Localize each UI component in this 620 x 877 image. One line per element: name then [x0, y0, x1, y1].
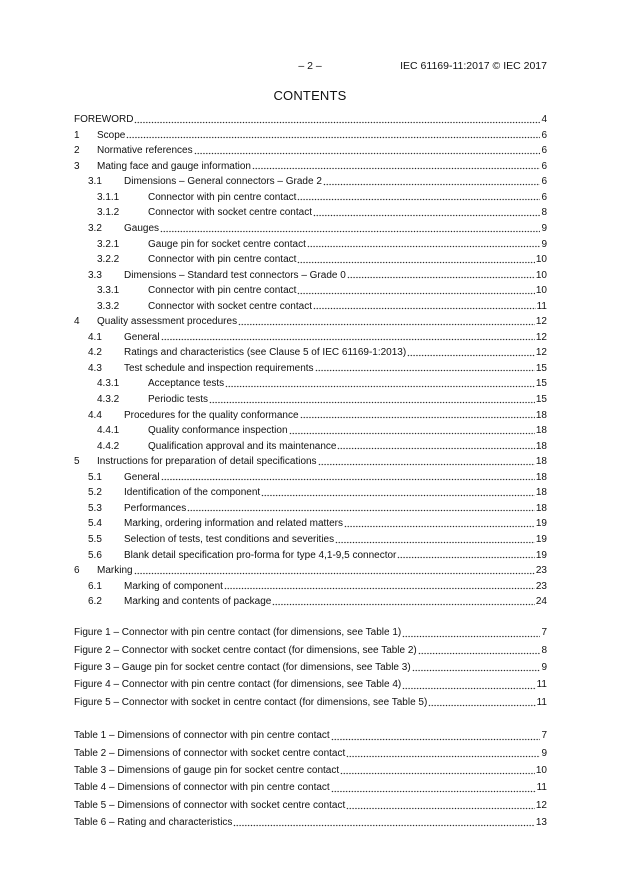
toc-entry-title: General [124, 331, 160, 343]
table-list-entry[interactable] [74, 745, 547, 762]
list-of-tables [74, 727, 547, 831]
table-list-entry-page: 9 [541, 747, 547, 759]
toc-entry[interactable] [74, 205, 547, 221]
toc-entry-page: 6 [541, 160, 547, 172]
dot-leader [428, 694, 535, 711]
toc-entry[interactable] [74, 408, 547, 424]
dot-leader [238, 314, 535, 330]
toc-entry-number: 5.6 [88, 549, 102, 561]
toc-entry-number: 4.4.1 [97, 425, 120, 437]
toc-entry-number: 4.3 [88, 362, 102, 374]
toc-entry[interactable] [74, 454, 547, 470]
dot-leader [412, 659, 541, 676]
dot-leader [346, 745, 540, 762]
toc-entry-title: Qualification approval and its maintenance [148, 440, 337, 452]
toc-entry-page: 18 [535, 456, 547, 468]
figure-list-entry-page: 7 [541, 627, 547, 639]
toc-entry-title: Scope [97, 129, 126, 141]
toc-entry-number: 4.2 [88, 347, 102, 359]
dot-leader [331, 779, 536, 796]
toc-entry-number: 3.3.2 [97, 300, 120, 312]
toc-entry-page: 18 [535, 409, 547, 421]
toc-entry-number: 4.4.2 [97, 440, 120, 452]
table-list-entry-title: Table 5 – Dimensions of connector with socket centre contact [74, 799, 346, 811]
dot-leader [300, 408, 535, 424]
toc-entry-title: Mating face and gauge information [97, 160, 251, 172]
toc-entry-page: 18 [535, 502, 547, 514]
table-list-entry-title: Table 4 – Dimensions of connector with pin centre contact [74, 782, 330, 794]
toc-entry[interactable] [74, 392, 547, 408]
toc-entry-page: 23 [535, 565, 547, 577]
toc-entry-title: Test schedule and inspection requirements [124, 362, 314, 374]
toc-entry-number: 5.3 [88, 502, 102, 514]
toc-entry[interactable] [74, 174, 547, 190]
toc-entry-page: 8 [541, 207, 547, 219]
table-list-entry-title: Table 6 – Rating and characteristics [74, 817, 233, 829]
toc-entry[interactable] [74, 112, 547, 128]
toc-entry[interactable] [74, 532, 547, 548]
dot-leader [297, 252, 534, 268]
toc-entry-title: General [124, 471, 160, 483]
toc-entry-number: 3.1 [88, 176, 102, 188]
toc-entry[interactable] [74, 330, 547, 346]
toc-entry-title: Quality assessment procedures [97, 316, 238, 328]
toc-entry-number: 5 [74, 456, 80, 468]
toc-entry-page: 6 [541, 191, 547, 203]
dot-leader [315, 361, 535, 377]
table-list-entry[interactable] [74, 727, 547, 744]
page-number: – 2 – [298, 60, 322, 72]
toc-entry-number: 5.4 [88, 518, 102, 530]
toc-entry-page: 19 [535, 533, 547, 545]
figure-list-entry-title: Figure 2 – Connector with socket centre contact (for dimensions, see Table 2) [74, 644, 417, 656]
table-list-entry[interactable] [74, 797, 547, 814]
toc-entry-title: Instructions for preparation of detail specifications [97, 456, 317, 468]
toc-entry[interactable] [74, 252, 547, 268]
toc-entry-title: Normative references [97, 145, 193, 157]
toc-entry-page: 12 [535, 347, 547, 359]
table-list-entry-page: 10 [535, 764, 547, 776]
toc-entry-number: 3.1.1 [97, 191, 120, 203]
toc-entry-title: Selection of tests, test conditions and severities [124, 533, 335, 545]
toc-entry-page: 15 [535, 362, 547, 374]
figure-list-entry-page: 8 [541, 644, 547, 656]
dot-leader [313, 299, 536, 315]
toc-entry-title: Acceptance tests [148, 378, 225, 390]
toc-entry-number: 3.2.2 [97, 254, 120, 266]
dot-leader [397, 548, 535, 564]
figure-list-entry[interactable] [74, 676, 547, 693]
toc-entry-number: 5.1 [88, 471, 102, 483]
figure-list-entry-title: Figure 1 – Connector with pin centre contact (for dimensions, see Table 1) [74, 627, 402, 639]
dot-leader [272, 594, 535, 610]
dot-leader [194, 143, 541, 159]
dot-leader [134, 563, 535, 579]
toc-entry-number: 4.3.1 [97, 378, 120, 390]
toc-entry-number: 5.2 [88, 487, 102, 499]
dot-leader [160, 221, 540, 237]
dot-leader [161, 330, 535, 346]
toc-entry[interactable] [74, 143, 547, 159]
toc-entry-title: Periodic tests [148, 394, 209, 406]
dot-leader [233, 814, 534, 831]
dot-leader [337, 439, 534, 455]
dot-leader [261, 485, 535, 501]
toc-entry-title: Connector with socket centre contact [148, 300, 312, 312]
table-list-entry-page: 7 [541, 730, 547, 742]
table-list-entry-title: Table 2 – Dimensions of connector with socket centre contact [74, 747, 346, 759]
toc-entry-title: Procedures for the quality conformance [124, 409, 299, 421]
toc-entry[interactable] [74, 268, 547, 284]
toc-entry-number: 4.4 [88, 409, 102, 421]
figure-list-entry-page: 11 [536, 679, 547, 691]
toc-entry-number: 3.2 [88, 223, 102, 235]
table-list-entry-title: Table 3 – Dimensions of gauge pin for socket centre contact [74, 764, 340, 776]
toc-entry-title: Blank detail specification pro-forma for type 4,1-9,5 connector [124, 549, 397, 561]
toc-entry[interactable] [74, 159, 547, 175]
toc-entry-page: 9 [541, 238, 547, 250]
toc-entry-page: 10 [535, 254, 547, 266]
toc-entry-title: Marking [97, 565, 133, 577]
toc-entry[interactable] [74, 579, 547, 595]
toc-entry-page: 23 [535, 580, 547, 592]
toc-entry-title: Marking of component [124, 580, 223, 592]
figure-list-entry-page: 9 [541, 662, 547, 674]
toc-entry-title: Connector with pin centre contact [148, 254, 297, 266]
toc-entry[interactable] [74, 485, 547, 501]
toc-entry-page: 19 [535, 518, 547, 530]
dot-leader [318, 454, 535, 470]
toc-entry-number: 6 [74, 565, 80, 577]
figure-list-entry[interactable] [74, 694, 547, 711]
toc-entry[interactable] [74, 190, 547, 206]
toc-entry-page: 11 [536, 300, 547, 312]
toc-entry[interactable] [74, 237, 547, 253]
toc-entry[interactable] [74, 470, 547, 486]
dot-leader [347, 268, 535, 284]
toc-entry-title: Connector with socket centre contact [148, 207, 312, 219]
figure-list-entry[interactable] [74, 642, 547, 659]
toc-entry-page: 6 [541, 176, 547, 188]
toc-entry-number: 6.1 [88, 580, 102, 592]
toc-entry[interactable] [74, 361, 547, 377]
toc-entry[interactable] [74, 128, 547, 144]
toc-entry[interactable] [74, 299, 547, 315]
figure-list-entry-title: Figure 3 – Gauge pin for socket centre contact (for dimensions, see Table 3) [74, 662, 411, 674]
figure-list-entry[interactable] [74, 624, 547, 641]
toc-entry-page: 19 [535, 549, 547, 561]
table-list-entry-page: 12 [535, 799, 547, 811]
toc-entry-title: Connector with pin centre contact [148, 191, 297, 203]
document-reference: IEC 61169-11:2017 © IEC 2017 [400, 60, 547, 72]
dot-leader [340, 762, 535, 779]
toc-entry-title: Marking and contents of package [124, 596, 272, 608]
toc-entry-title: Identification of the component [124, 487, 261, 499]
dot-leader [252, 159, 540, 175]
toc-entry-page: 12 [535, 316, 547, 328]
toc-entry-title: Connector with pin centre contact [148, 285, 297, 297]
table-list-entry[interactable] [74, 762, 547, 779]
toc-entry[interactable] [74, 548, 547, 564]
list-of-figures [74, 624, 547, 711]
toc-entry[interactable] [74, 314, 547, 330]
dot-leader [126, 128, 540, 144]
dot-leader [209, 392, 535, 408]
toc-entry[interactable] [74, 439, 547, 455]
figure-list-entry-title: Figure 4 – Connector with pin centre contact (for dimensions, see Table 4) [74, 679, 402, 691]
toc-entry-title: Gauge pin for socket centre contact [148, 238, 306, 250]
toc-entry-title: Dimensions – Standard test connectors – Grade 0 [124, 269, 346, 281]
toc-entry-number: 2 [74, 145, 80, 157]
toc-entry-number: 4.3.2 [97, 394, 120, 406]
toc-entry-number: 3 [74, 160, 80, 172]
dot-leader [344, 516, 535, 532]
toc-entry-page: 18 [535, 440, 547, 452]
toc-entry[interactable] [74, 516, 547, 532]
table-list-entry-page: 11 [536, 782, 547, 794]
table-list-entry-page: 13 [535, 817, 547, 829]
toc-entry-number: 5.5 [88, 533, 102, 545]
toc-entry-page: 10 [535, 285, 547, 297]
figure-list-entry[interactable] [74, 659, 547, 676]
toc-entry[interactable] [74, 563, 547, 579]
toc-entry-page: 6 [541, 129, 547, 141]
figure-list-entry-page: 11 [536, 696, 547, 708]
toc-entry-page: 10 [535, 269, 547, 281]
dot-leader [225, 376, 535, 392]
dot-leader [335, 532, 535, 548]
toc-entry-page: 18 [535, 425, 547, 437]
dot-leader [402, 624, 540, 641]
toc-entry-title: Quality conformance inspection [148, 425, 288, 437]
dot-leader [297, 283, 534, 299]
toc-entry[interactable] [74, 501, 547, 517]
toc-entry[interactable] [74, 376, 547, 392]
dot-leader [402, 676, 535, 693]
toc-entry[interactable] [74, 283, 547, 299]
toc-entry-page: 15 [535, 394, 547, 406]
dot-leader [297, 190, 540, 206]
toc-entry-page: 4 [541, 114, 547, 126]
dot-leader [187, 501, 535, 517]
toc-entry-page: 12 [535, 331, 547, 343]
toc-entry-page: 24 [535, 596, 547, 608]
dot-leader [161, 470, 535, 486]
toc-entry-page: 6 [541, 145, 547, 157]
toc-entry-page: 15 [535, 378, 547, 390]
toc-entry-number: 6.2 [88, 596, 102, 608]
dot-leader [323, 174, 541, 190]
toc-entry-number: 4 [74, 316, 80, 328]
toc-entry-title: Gauges [124, 223, 160, 235]
toc-entry[interactable] [74, 221, 547, 237]
dot-leader [346, 797, 535, 814]
table-list-entry-title: Table 1 – Dimensions of connector with pin centre contact [74, 730, 330, 742]
toc-entry-title: Performances [124, 502, 187, 514]
toc-entry-number: 1 [74, 129, 80, 141]
toc-entry-number: 3.3 [88, 269, 102, 281]
toc-entry-title: Marking, ordering information and related matters [124, 518, 343, 530]
toc-entry[interactable] [74, 345, 547, 361]
dot-leader [331, 727, 541, 744]
figure-list-entry-title: Figure 5 – Connector with socket in centre contact (for dimensions, see Table 5) [74, 696, 428, 708]
toc-entry-title: Ratings and characteristics (see Clause 5 of IEC 61169-1:2013) [124, 347, 407, 359]
toc-entry-title: FOREWORD [74, 114, 134, 126]
dot-leader [224, 579, 535, 595]
toc-entry-page: 9 [541, 223, 547, 235]
toc-entry[interactable] [74, 594, 547, 610]
table-list-entry[interactable] [74, 814, 547, 831]
dot-leader [134, 112, 540, 128]
dot-leader [313, 205, 540, 221]
toc-entry-page: 18 [535, 471, 547, 483]
table-list-entry[interactable] [74, 779, 547, 796]
toc-entry[interactable] [74, 423, 547, 439]
toc-entry-number: 4.1 [88, 331, 102, 343]
table-of-contents [74, 112, 547, 610]
toc-entry-page: 18 [535, 487, 547, 499]
toc-entry-number: 3.1.2 [97, 207, 120, 219]
toc-entry-number: 3.2.1 [97, 238, 120, 250]
toc-entry-title: Dimensions – General connectors – Grade 2 [124, 176, 322, 188]
toc-entry-number: 3.3.1 [97, 285, 120, 297]
page-title: CONTENTS [273, 88, 347, 103]
dot-leader [307, 237, 541, 253]
dot-leader [407, 345, 535, 361]
dot-leader [289, 423, 535, 439]
dot-leader [418, 642, 541, 659]
